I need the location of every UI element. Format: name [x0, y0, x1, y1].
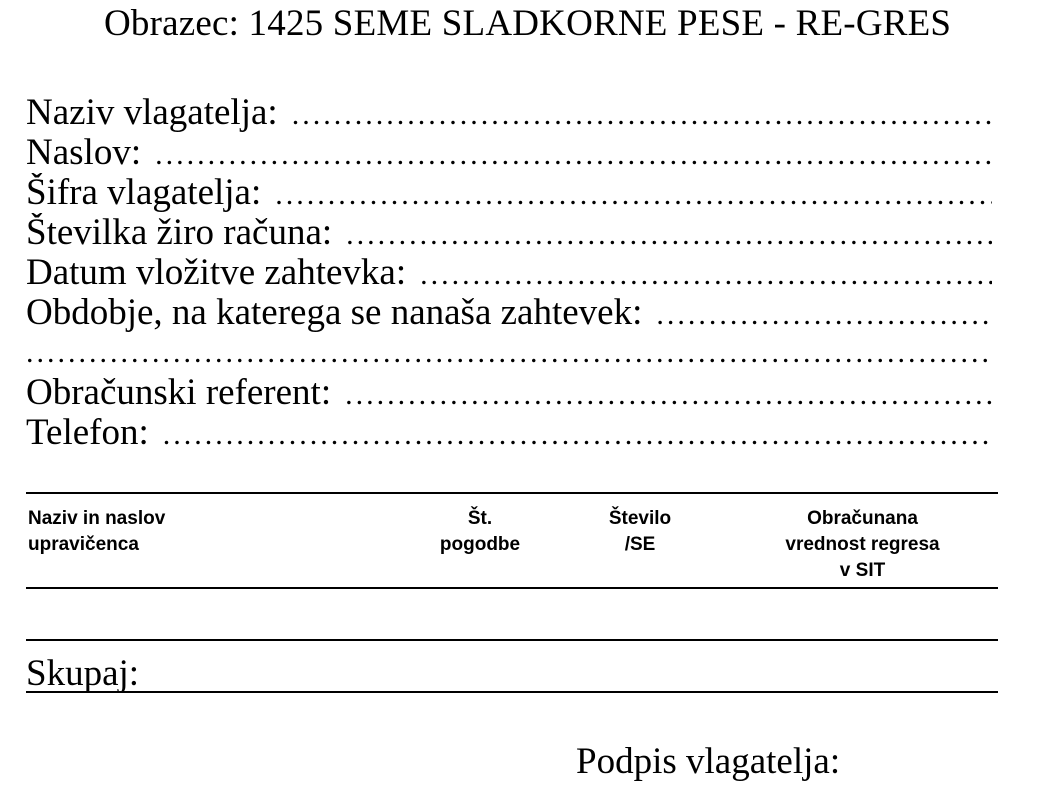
phone-field[interactable]	[26, 413, 992, 453]
claim-period-continuation-field[interactable]	[26, 333, 992, 373]
billing-officer-field[interactable]	[26, 373, 992, 413]
applicant-name-dotted-line[interactable]	[292, 95, 992, 133]
giro-account-label: Številka žiro računa:	[26, 213, 333, 253]
claim-period-dotted-line[interactable]	[656, 295, 992, 333]
applicant-name-field[interactable]	[26, 93, 992, 133]
billing-officer-label: Obračunski referent:	[26, 373, 332, 413]
total-label: Skupaj:	[26, 653, 140, 694]
claim-period-label: Obdobje, na katerega se nanaša zahtevek:	[26, 293, 643, 333]
address-dotted-line[interactable]	[155, 135, 992, 173]
applicant-code-dotted-line[interactable]	[275, 175, 992, 213]
table-bottom-rule	[26, 691, 998, 693]
applicant-code-label: Šifra vlagatelja:	[26, 173, 262, 213]
claim-period-field[interactable]	[26, 293, 992, 333]
header-contract-no: Št. pogodbe	[439, 508, 521, 555]
table-row-rule	[26, 639, 998, 641]
billing-officer-dotted-line[interactable]	[345, 375, 992, 413]
form-title: Obrazec: 1425 SEME SLADKORNE PESE - RE-GRES	[104, 3, 952, 44]
applicant-code-field[interactable]	[26, 173, 992, 213]
submission-date-field[interactable]	[26, 253, 992, 293]
phone-dotted-line[interactable]	[163, 415, 992, 453]
address-field[interactable]	[26, 133, 992, 173]
table-top-rule	[26, 492, 998, 494]
address-label: Naslov:	[26, 133, 142, 173]
submission-date-label: Datum vložitve zahtevka:	[26, 253, 407, 293]
claim-period-continuation-dotted-line[interactable]	[26, 333, 992, 373]
header-calculated-value: Obračunana vrednost regresa v SIT	[785, 508, 940, 581]
header-beneficiary: Naziv in naslov upravičenca	[28, 508, 166, 555]
giro-account-field[interactable]	[26, 213, 992, 253]
table-header-bottom-rule	[26, 587, 998, 589]
header-quantity-se: Število /SE	[608, 508, 672, 555]
signature-label: Podpis vlagatelja:	[576, 741, 841, 782]
phone-label: Telefon:	[26, 413, 149, 453]
giro-account-dotted-line[interactable]	[346, 215, 992, 253]
applicant-name-label: Naziv vlagatelja:	[26, 93, 278, 133]
submission-date-dotted-line[interactable]	[420, 255, 992, 293]
